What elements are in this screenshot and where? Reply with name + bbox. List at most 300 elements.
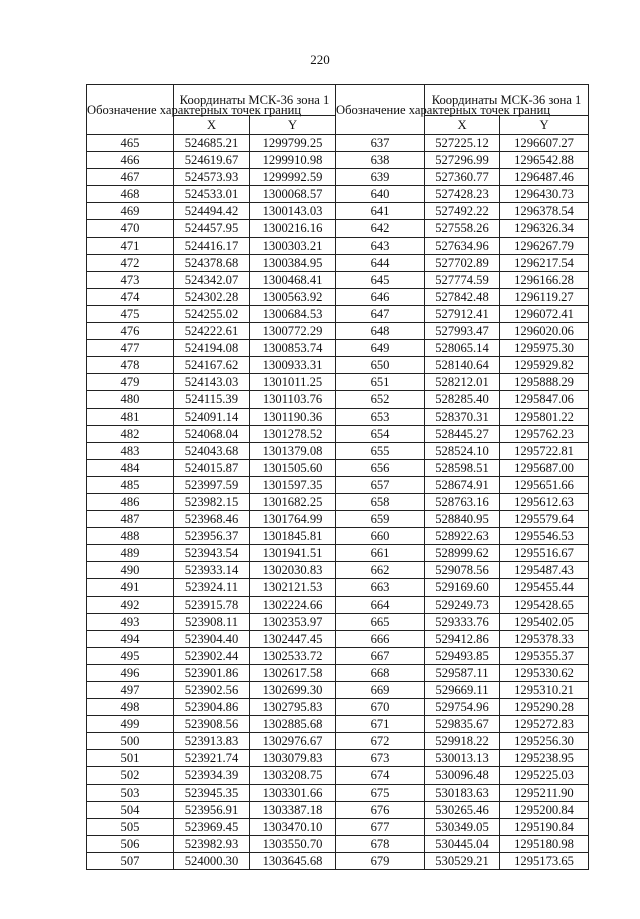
cell-x-left: 524685.21 <box>174 135 250 152</box>
table-row <box>87 613 589 630</box>
cell-point-left: 476 <box>87 323 174 340</box>
cell-x-right: 528445.27 <box>425 425 500 442</box>
cell-x-left: 523902.44 <box>174 647 250 664</box>
cell-y-left: 1301379.08 <box>250 442 336 459</box>
header-x-right: X <box>425 116 500 135</box>
cell-x-left: 524167.62 <box>174 357 250 374</box>
table-row <box>87 784 589 801</box>
cell-point-right: 637 <box>336 135 425 152</box>
cell-point-left: 500 <box>87 733 174 750</box>
cell-y-right: 1295762.23 <box>500 425 589 442</box>
cell-y-right: 1296542.88 <box>500 152 589 169</box>
cell-y-left: 1300684.53 <box>250 305 336 322</box>
cell-point-right: 647 <box>336 305 425 322</box>
table-row <box>87 288 589 305</box>
cell-point-right: 644 <box>336 254 425 271</box>
cell-x-right: 527558.26 <box>425 220 500 237</box>
cell-y-right: 1295211.90 <box>500 784 589 801</box>
cell-x-left: 524091.14 <box>174 408 250 425</box>
cell-x-right: 527842.48 <box>425 288 500 305</box>
table-row <box>87 254 589 271</box>
cell-y-left: 1303208.75 <box>250 767 336 784</box>
cell-y-right: 1296217.54 <box>500 254 589 271</box>
cell-point-left: 481 <box>87 408 174 425</box>
cell-x-left: 524302.28 <box>174 288 250 305</box>
cell-x-right: 527428.23 <box>425 186 500 203</box>
cell-point-right: 652 <box>336 391 425 408</box>
cell-x-right: 527634.96 <box>425 237 500 254</box>
cell-y-right: 1295190.84 <box>500 818 589 835</box>
table-row <box>87 493 589 510</box>
table-row <box>87 408 589 425</box>
cell-y-right: 1295975.30 <box>500 340 589 357</box>
cell-point-left: 479 <box>87 374 174 391</box>
cell-y-left: 1300216.16 <box>250 220 336 237</box>
table-row <box>87 203 589 220</box>
cell-y-right: 1295801.22 <box>500 408 589 425</box>
table-row <box>87 459 589 476</box>
cell-point-left: 492 <box>87 596 174 613</box>
cell-y-right: 1295612.63 <box>500 493 589 510</box>
cell-point-left: 469 <box>87 203 174 220</box>
cell-point-left: 472 <box>87 254 174 271</box>
table-row <box>87 647 589 664</box>
cell-y-right: 1295256.30 <box>500 733 589 750</box>
cell-point-left: 485 <box>87 476 174 493</box>
cell-point-left: 497 <box>87 682 174 699</box>
cell-point-right: 638 <box>336 152 425 169</box>
cell-x-right: 529918.22 <box>425 733 500 750</box>
cell-point-right: 657 <box>336 476 425 493</box>
cell-point-right: 673 <box>336 750 425 767</box>
cell-x-right: 529835.67 <box>425 716 500 733</box>
cell-x-left: 523997.59 <box>174 476 250 493</box>
cell-x-left: 524416.17 <box>174 237 250 254</box>
cell-y-left: 1303470.10 <box>250 818 336 835</box>
cell-x-right: 528285.40 <box>425 391 500 408</box>
cell-y-right: 1295272.83 <box>500 716 589 733</box>
cell-y-left: 1300143.03 <box>250 203 336 220</box>
table-row <box>87 323 589 340</box>
cell-y-left: 1302224.66 <box>250 596 336 613</box>
cell-x-left: 524143.03 <box>174 374 250 391</box>
cell-y-right: 1295180.98 <box>500 835 589 852</box>
cell-x-right: 527993.47 <box>425 323 500 340</box>
cell-point-right: 670 <box>336 699 425 716</box>
cell-y-right: 1295173.65 <box>500 852 589 869</box>
cell-point-left: 482 <box>87 425 174 442</box>
cell-y-left: 1302353.97 <box>250 613 336 630</box>
cell-y-left: 1300068.57 <box>250 186 336 203</box>
cell-point-left: 490 <box>87 562 174 579</box>
cell-x-right: 528140.64 <box>425 357 500 374</box>
cell-x-left: 523945.35 <box>174 784 250 801</box>
cell-y-left: 1302533.72 <box>250 647 336 664</box>
cell-point-right: 653 <box>336 408 425 425</box>
cell-x-left: 523913.83 <box>174 733 250 750</box>
cell-y-right: 1296607.27 <box>500 135 589 152</box>
cell-y-right: 1295546.53 <box>500 528 589 545</box>
cell-point-left: 499 <box>87 716 174 733</box>
cell-y-right: 1295330.62 <box>500 664 589 681</box>
table-row <box>87 391 589 408</box>
cell-x-right: 530265.46 <box>425 801 500 818</box>
cell-point-left: 507 <box>87 852 174 869</box>
cell-x-left: 524000.30 <box>174 852 250 869</box>
cell-x-right: 530529.21 <box>425 852 500 869</box>
cell-x-right: 528212.01 <box>425 374 500 391</box>
table-row <box>87 169 589 186</box>
table-row <box>87 442 589 459</box>
cell-y-left: 1301764.99 <box>250 511 336 528</box>
cell-y-left: 1301011.25 <box>250 374 336 391</box>
cell-y-left: 1302030.83 <box>250 562 336 579</box>
cell-point-left: 504 <box>87 801 174 818</box>
cell-x-right: 528370.31 <box>425 408 500 425</box>
cell-point-left: 475 <box>87 305 174 322</box>
table-row <box>87 630 589 647</box>
cell-y-left: 1302885.68 <box>250 716 336 733</box>
cell-y-left: 1302976.67 <box>250 733 336 750</box>
table-row <box>87 699 589 716</box>
cell-point-right: 672 <box>336 733 425 750</box>
cell-point-left: 465 <box>87 135 174 152</box>
table-row <box>87 682 589 699</box>
table-row <box>87 186 589 203</box>
table-row <box>87 545 589 562</box>
cell-point-left: 471 <box>87 237 174 254</box>
cell-x-left: 523934.39 <box>174 767 250 784</box>
header-y-left: Y <box>250 116 336 135</box>
cell-point-left: 505 <box>87 818 174 835</box>
cell-x-right: 529412.86 <box>425 630 500 647</box>
cell-y-left: 1303550.70 <box>250 835 336 852</box>
cell-x-right: 529493.85 <box>425 647 500 664</box>
cell-y-left: 1299799.25 <box>250 135 336 152</box>
cell-y-right: 1295455.44 <box>500 579 589 596</box>
cell-point-left: 501 <box>87 750 174 767</box>
cell-point-left: 496 <box>87 664 174 681</box>
cell-y-right: 1295378.33 <box>500 630 589 647</box>
table-row <box>87 716 589 733</box>
cell-point-left: 477 <box>87 340 174 357</box>
cell-y-right: 1295290.28 <box>500 699 589 716</box>
cell-point-left: 502 <box>87 767 174 784</box>
cell-point-left: 480 <box>87 391 174 408</box>
table-row <box>87 596 589 613</box>
cell-point-left: 498 <box>87 699 174 716</box>
cell-point-right: 660 <box>336 528 425 545</box>
cell-x-left: 524619.67 <box>174 152 250 169</box>
cell-y-right: 1295487.43 <box>500 562 589 579</box>
cell-x-right: 530183.63 <box>425 784 500 801</box>
cell-y-left: 1301278.52 <box>250 425 336 442</box>
cell-point-left: 486 <box>87 493 174 510</box>
cell-x-left: 524573.93 <box>174 169 250 186</box>
cell-y-left: 1301682.25 <box>250 493 336 510</box>
cell-point-left: 495 <box>87 647 174 664</box>
cell-x-left: 524342.07 <box>174 271 250 288</box>
header-point-name-left: Обозначение характерных точек границ <box>87 85 174 135</box>
cell-point-left: 467 <box>87 169 174 186</box>
cell-y-right: 1296166.28 <box>500 271 589 288</box>
cell-point-left: 488 <box>87 528 174 545</box>
cell-x-right: 527360.77 <box>425 169 500 186</box>
cell-x-left: 523908.56 <box>174 716 250 733</box>
cell-x-right: 527225.12 <box>425 135 500 152</box>
cell-y-left: 1302795.83 <box>250 699 336 716</box>
cell-point-left: 466 <box>87 152 174 169</box>
cell-y-right: 1295310.21 <box>500 682 589 699</box>
cell-x-left: 523924.11 <box>174 579 250 596</box>
cell-y-left: 1303645.68 <box>250 852 336 869</box>
table-row <box>87 340 589 357</box>
cell-x-right: 528524.10 <box>425 442 500 459</box>
cell-point-right: 643 <box>336 237 425 254</box>
cell-point-right: 669 <box>336 682 425 699</box>
cell-point-right: 671 <box>336 716 425 733</box>
cell-y-right: 1295579.64 <box>500 511 589 528</box>
cell-y-right: 1295225.03 <box>500 767 589 784</box>
cell-x-left: 523904.40 <box>174 630 250 647</box>
header-point-name-right: Обозначение характерных точек границ <box>336 85 425 135</box>
cell-x-right: 527912.41 <box>425 305 500 322</box>
table-row <box>87 374 589 391</box>
cell-y-left: 1299992.59 <box>250 169 336 186</box>
cell-point-right: 659 <box>336 511 425 528</box>
cell-y-right: 1295929.82 <box>500 357 589 374</box>
cell-x-left: 524115.39 <box>174 391 250 408</box>
cell-point-right: 666 <box>336 630 425 647</box>
table-row <box>87 135 589 152</box>
cell-point-right: 678 <box>336 835 425 852</box>
cell-point-right: 641 <box>336 203 425 220</box>
cell-y-left: 1302447.45 <box>250 630 336 647</box>
table-row <box>87 511 589 528</box>
table-row <box>87 579 589 596</box>
cell-point-right: 668 <box>336 664 425 681</box>
cell-y-left: 1300468.41 <box>250 271 336 288</box>
cell-y-left: 1303387.18 <box>250 801 336 818</box>
cell-y-right: 1295722.81 <box>500 442 589 459</box>
cell-y-left: 1301103.76 <box>250 391 336 408</box>
cell-x-right: 529669.11 <box>425 682 500 699</box>
cell-y-left: 1303301.66 <box>250 784 336 801</box>
cell-x-left: 524068.04 <box>174 425 250 442</box>
cell-x-right: 528763.16 <box>425 493 500 510</box>
cell-y-right: 1296326.34 <box>500 220 589 237</box>
cell-y-right: 1296072.41 <box>500 305 589 322</box>
cell-point-left: 484 <box>87 459 174 476</box>
table-row <box>87 476 589 493</box>
cell-point-right: 654 <box>336 425 425 442</box>
cell-x-left: 524457.95 <box>174 220 250 237</box>
cell-point-right: 648 <box>336 323 425 340</box>
table-row <box>87 852 589 869</box>
cell-point-right: 676 <box>336 801 425 818</box>
cell-x-left: 523982.93 <box>174 835 250 852</box>
cell-y-left: 1302121.53 <box>250 579 336 596</box>
cell-y-left: 1302617.58 <box>250 664 336 681</box>
cell-x-left: 523933.14 <box>174 562 250 579</box>
cell-point-left: 478 <box>87 357 174 374</box>
cell-y-right: 1295888.29 <box>500 374 589 391</box>
cell-point-left: 489 <box>87 545 174 562</box>
cell-y-right: 1296119.27 <box>500 288 589 305</box>
cell-y-right: 1295516.67 <box>500 545 589 562</box>
cell-point-left: 470 <box>87 220 174 237</box>
cell-x-right: 530096.48 <box>425 767 500 784</box>
cell-point-right: 656 <box>336 459 425 476</box>
cell-y-left: 1300303.21 <box>250 237 336 254</box>
cell-y-left: 1300853.74 <box>250 340 336 357</box>
cell-y-right: 1295847.06 <box>500 391 589 408</box>
table-row <box>87 801 589 818</box>
cell-x-right: 527774.59 <box>425 271 500 288</box>
header-coords-right: Координаты МСК-36 зона 1 <box>425 85 589 116</box>
cell-x-left: 523956.37 <box>174 528 250 545</box>
cell-x-left: 524043.68 <box>174 442 250 459</box>
cell-point-left: 487 <box>87 511 174 528</box>
cell-y-right: 1295200.84 <box>500 801 589 818</box>
table-row <box>87 357 589 374</box>
cell-x-right: 530013.13 <box>425 750 500 767</box>
table-row <box>87 767 589 784</box>
cell-x-right: 528922.63 <box>425 528 500 545</box>
cell-y-left: 1301941.51 <box>250 545 336 562</box>
cell-y-left: 1299910.98 <box>250 152 336 169</box>
cell-x-right: 528999.62 <box>425 545 500 562</box>
cell-y-right: 1295651.66 <box>500 476 589 493</box>
cell-point-left: 474 <box>87 288 174 305</box>
cell-x-right: 527702.89 <box>425 254 500 271</box>
cell-point-left: 494 <box>87 630 174 647</box>
cell-x-left: 523908.11 <box>174 613 250 630</box>
table-row <box>87 818 589 835</box>
table-row <box>87 305 589 322</box>
cell-y-left: 1302699.30 <box>250 682 336 699</box>
cell-point-right: 646 <box>336 288 425 305</box>
cell-y-right: 1296378.54 <box>500 203 589 220</box>
cell-x-right: 529333.76 <box>425 613 500 630</box>
cell-y-left: 1300772.29 <box>250 323 336 340</box>
cell-point-right: 651 <box>336 374 425 391</box>
cell-x-right: 528840.95 <box>425 511 500 528</box>
cell-x-left: 524494.42 <box>174 203 250 220</box>
cell-point-right: 663 <box>336 579 425 596</box>
cell-point-left: 493 <box>87 613 174 630</box>
cell-y-right: 1295428.65 <box>500 596 589 613</box>
cell-x-right: 528065.14 <box>425 340 500 357</box>
cell-y-right: 1296267.79 <box>500 237 589 254</box>
cell-point-right: 674 <box>336 767 425 784</box>
table-header <box>87 85 589 135</box>
table-row <box>87 152 589 169</box>
cell-x-right: 529587.11 <box>425 664 500 681</box>
cell-x-left: 524194.08 <box>174 340 250 357</box>
cell-point-left: 491 <box>87 579 174 596</box>
cell-y-left: 1301190.36 <box>250 408 336 425</box>
coordinates-table <box>86 84 589 870</box>
cell-y-left: 1300384.95 <box>250 254 336 271</box>
cell-point-right: 664 <box>336 596 425 613</box>
cell-x-left: 524378.68 <box>174 254 250 271</box>
header-coords-left: Координаты МСК-36 зона 1 <box>174 85 336 116</box>
table-body <box>87 135 589 870</box>
cell-point-left: 503 <box>87 784 174 801</box>
table-row <box>87 835 589 852</box>
cell-point-right: 675 <box>336 784 425 801</box>
header-x-left: X <box>174 116 250 135</box>
cell-x-right: 529754.96 <box>425 699 500 716</box>
cell-x-left: 523915.78 <box>174 596 250 613</box>
cell-x-right: 529169.60 <box>425 579 500 596</box>
cell-x-left: 523943.54 <box>174 545 250 562</box>
cell-point-right: 649 <box>336 340 425 357</box>
cell-x-right: 527492.22 <box>425 203 500 220</box>
cell-y-left: 1300563.92 <box>250 288 336 305</box>
table-row <box>87 528 589 545</box>
cell-x-right: 528674.91 <box>425 476 500 493</box>
cell-x-left: 524533.01 <box>174 186 250 203</box>
cell-x-right: 530349.05 <box>425 818 500 835</box>
cell-y-right: 1295402.05 <box>500 613 589 630</box>
cell-point-right: 645 <box>336 271 425 288</box>
cell-point-left: 483 <box>87 442 174 459</box>
cell-x-left: 523968.46 <box>174 511 250 528</box>
cell-y-right: 1296430.73 <box>500 186 589 203</box>
cell-y-right: 1295355.37 <box>500 647 589 664</box>
cell-x-left: 523956.91 <box>174 801 250 818</box>
cell-x-right: 527296.99 <box>425 152 500 169</box>
page-number: 220 <box>310 52 330 67</box>
table-row <box>87 237 589 254</box>
header-y-right: Y <box>500 116 589 135</box>
cell-point-right: 679 <box>336 852 425 869</box>
cell-point-right: 640 <box>336 186 425 203</box>
cell-point-right: 661 <box>336 545 425 562</box>
cell-point-right: 642 <box>336 220 425 237</box>
cell-y-right: 1295238.95 <box>500 750 589 767</box>
table-row <box>87 425 589 442</box>
cell-x-right: 529249.73 <box>425 596 500 613</box>
cell-x-left: 523902.56 <box>174 682 250 699</box>
cell-x-left: 524015.87 <box>174 459 250 476</box>
cell-point-right: 655 <box>336 442 425 459</box>
cell-point-right: 665 <box>336 613 425 630</box>
cell-point-right: 639 <box>336 169 425 186</box>
cell-y-right: 1296020.06 <box>500 323 589 340</box>
cell-y-left: 1301597.35 <box>250 476 336 493</box>
cell-point-left: 468 <box>87 186 174 203</box>
table-row <box>87 271 589 288</box>
table-row <box>87 664 589 681</box>
cell-x-left: 523904.86 <box>174 699 250 716</box>
cell-y-left: 1303079.83 <box>250 750 336 767</box>
cell-point-left: 506 <box>87 835 174 852</box>
cell-point-right: 677 <box>336 818 425 835</box>
cell-x-left: 523921.74 <box>174 750 250 767</box>
cell-point-right: 667 <box>336 647 425 664</box>
cell-x-right: 528598.51 <box>425 459 500 476</box>
cell-y-left: 1301845.81 <box>250 528 336 545</box>
table-row <box>87 733 589 750</box>
cell-y-left: 1300933.31 <box>250 357 336 374</box>
cell-y-right: 1296487.46 <box>500 169 589 186</box>
cell-y-left: 1301505.60 <box>250 459 336 476</box>
cell-x-left: 523969.45 <box>174 818 250 835</box>
cell-point-right: 650 <box>336 357 425 374</box>
